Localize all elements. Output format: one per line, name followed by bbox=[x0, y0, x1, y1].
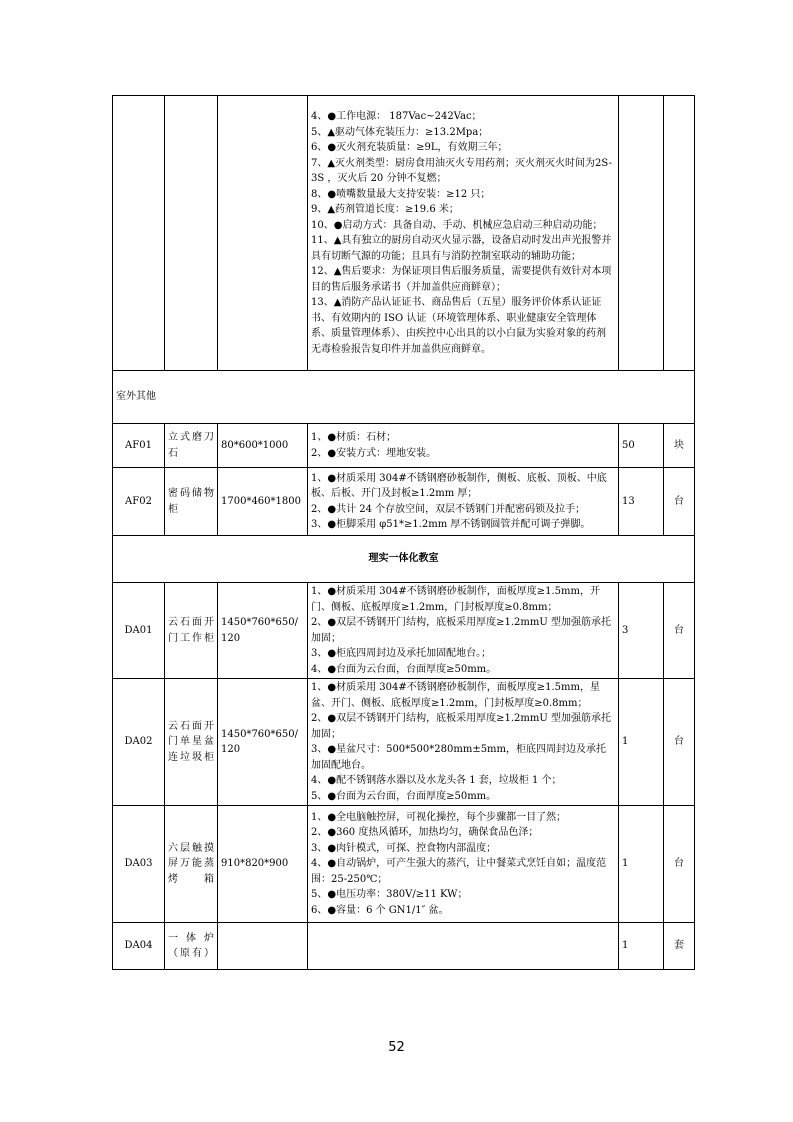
item-unit: 台 bbox=[664, 583, 695, 679]
item-name: 一体炉（原有） bbox=[165, 923, 218, 970]
table-row bbox=[113, 424, 695, 468]
section-title-outdoor: 室外其他 bbox=[113, 371, 695, 424]
item-code: DA04 bbox=[113, 923, 165, 970]
item-unit: 台 bbox=[664, 468, 695, 536]
item-size: 1450*760*650/120 bbox=[218, 679, 308, 806]
spec-description: 4、●工作电源： 187Vac~242Vac； 5、▲驱动气体充装压力：≥13.2Mpa； 6、●灭火剂充装质量：≥9L，有效期三年； 7、▲灭火剂类型：厨房食用油灭火专用药剂；灭火剂灭火时间为2S-3S ，灭火后 20 分钟不复燃； 8、●喷嘴数量最大支持安装：≥12 只； 9、▲药剂管道长度：≥19.6 米； 10、●启动方式：具备自动、手动、机械应急启动三种启动功能； 11、▲具有独立的厨房自动灭火显示器，设备启动时发出声光报警并具有切断气源的功能；且具有与消防控制室联动的辅助功能； 12、▲售后要求：为保证项目售后服务质量，需要提供有效针对本项目的售后服务承诺书（并加盖供应商鲜章）； 13、▲消防产品认证证书、商品售后（五星）服务评价体系认证证书、有效期内的 ISO 认证（环境管理体系、职业健康安全管理体系、质量管理体系）、由疾控中心出具的以小白鼠为实验对象的药剂无毒检验报告复印件并加盖供应商鲜章。 bbox=[308, 96, 619, 371]
table-row bbox=[113, 923, 695, 970]
spec-table bbox=[112, 95, 695, 970]
table-row bbox=[113, 679, 695, 806]
section-row bbox=[113, 371, 695, 424]
item-code: DA03 bbox=[113, 806, 165, 923]
item-code: AF01 bbox=[113, 424, 165, 468]
section-title-classroom: 理实一体化教室 bbox=[113, 536, 695, 583]
item-size bbox=[218, 923, 308, 970]
item-unit: 台 bbox=[664, 679, 695, 806]
item-name: 立式磨刀石 bbox=[165, 424, 218, 468]
item-description bbox=[308, 923, 619, 970]
item-name: 密码储物柜 bbox=[165, 468, 218, 536]
item-name: 云石面开门单星盆连垃圾柜 bbox=[165, 679, 218, 806]
item-name: 云石面开门工作柜 bbox=[165, 583, 218, 679]
item-code: DA02 bbox=[113, 679, 165, 806]
item-description: 1、●材质：石材； 2、●安装方式：埋地安装。 bbox=[308, 424, 619, 468]
item-description: 1、●材质采用 304#不锈钢磨砂板制作，面板厚度≥1.5mm，星盆、开门、侧板、底板厚度≥1.2mm，门封板厚度≥0.8mm； 2、●双层不锈钢开门结构，底板采用厚度≥1.2mmU 型加强筋承托加固； 3、●星盆尺寸：500*500*280mm±5mm，柜底四周封边及承托加固配地台。 4、●配不锈钢落水器以及水龙头各 1 套，垃圾柜 1 个； 5、●台面为云台面，台面厚度≥50mm。 bbox=[308, 679, 619, 806]
item-size: 1700*460*1800 bbox=[218, 468, 308, 536]
item-qty: 50 bbox=[619, 424, 664, 468]
table-row bbox=[113, 583, 695, 679]
item-qty: 1 bbox=[619, 679, 664, 806]
item-name: 六层触摸屏万能蒸烤箱 bbox=[165, 806, 218, 923]
item-unit: 块 bbox=[664, 424, 695, 468]
table-row bbox=[113, 806, 695, 923]
item-code: AF02 bbox=[113, 468, 165, 536]
item-code: DA01 bbox=[113, 583, 165, 679]
item-qty: 13 bbox=[619, 468, 664, 536]
item-size: 910*820*900 bbox=[218, 806, 308, 923]
page-number: 52 bbox=[388, 1040, 405, 1055]
section-row bbox=[113, 536, 695, 583]
item-description: 1、●材质采用 304#不锈钢磨砂板制作，面板厚度≥1.5mm，开门、侧板、底板厚度≥1.2mm，门封板厚度≥0.8mm； 2、●双层不锈钢开门结构，底板采用厚度≥1.2mmU 型加强筋承托加固； 3、●柜底四周封边及承托加固配地台。； 4、●台面为云台面，台面厚度≥50mm。 bbox=[308, 583, 619, 679]
item-unit: 套 bbox=[664, 923, 695, 970]
item-unit: 台 bbox=[664, 806, 695, 923]
item-size: 80*600*1000 bbox=[218, 424, 308, 468]
table-row bbox=[113, 468, 695, 536]
item-qty: 1 bbox=[619, 923, 664, 970]
item-size: 1450*760*650/120 bbox=[218, 583, 308, 679]
item-qty: 3 bbox=[619, 583, 664, 679]
table-row bbox=[113, 96, 695, 371]
item-qty: 1 bbox=[619, 806, 664, 923]
item-description: 1、●材质采用 304#不锈钢磨砂板制作，侧板、底板、顶板、中底板、后板、开门及封板≥1.2mm 厚； 2、●共计 24 个存放空间，双层不锈钢门并配密码锁及拉手； 3、●柜脚采用 φ51*≥1.2mm 厚不锈钢圆管并配可调子弹脚。 bbox=[308, 468, 619, 536]
item-description: 1、●全电脑触控屏，可视化操控，每个步骤都一目了然； 2、●360 度热风循环，加热均匀，确保食品色泽； 3、●肉针模式，可探、控食物内部温度； 4、●自动锅炉，可产生强大的蒸汽，让中餐菜式烹饪自如；温度范围：25-250℃； 5、●电压功率：380V/≥11 KW； 6、●容量：6 个 GN1/1″ 盆。 bbox=[308, 806, 619, 923]
